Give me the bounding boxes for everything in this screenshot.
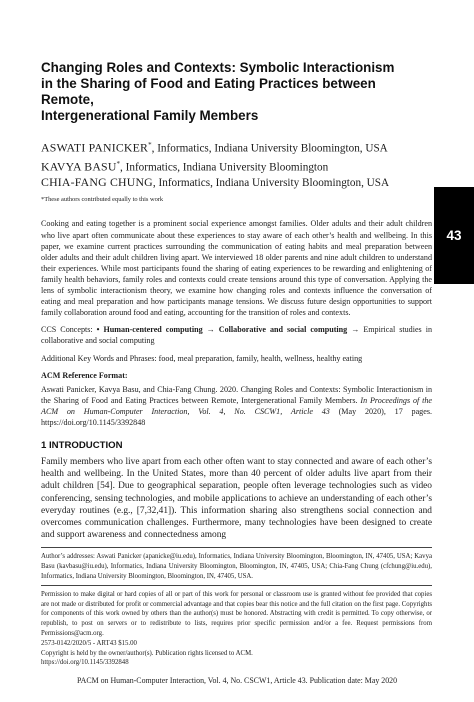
page-footer: PACM on Human-Computer Interaction, Vol. 4, No. CSCW1, Article 43. Publication date: May 2020 (76, 676, 398, 685)
author-affiliation: , Informatics, Indiana University Bloomington (120, 161, 329, 174)
title-line: Changing Roles and Contexts: Symbolic Interactionism (41, 60, 395, 75)
equal-contribution-mark: * (116, 159, 121, 168)
ccs-label: CCS Concepts: (41, 325, 97, 335)
author-name: CHIA-FANG CHUNG (41, 175, 153, 190)
introduction-text: Family members who live apart from each other often want to stay connected and aware of each other’s health and wellbeing. In the United States, more than 40 percent of older adults live apart from their adult children [54]. Due to geographical separation, people often leverage technologies such as video conferencing, sensing technologies, and mobile applications to achieve an understanding of each other’s everyday routines (e.g., [7,32,41]). This information sharing also strengthens social connection and overcomes communication challenges. Furthermore, many technologies have been designed to create and support awareness and connectedness among (41, 457, 432, 541)
author-affiliation: , Informatics, Indiana University Bloomington, USA (152, 177, 390, 190)
author-addresses: Author’s addresses: Aswati Panicker (apanicke@iu.edu), Informatics, Indiana University Bloomington, Bloomington, IN, 47405, USA; Kavya Basu (kavbasu@iu.edu), Informatics, Indiana University Bloomington, Bloomington, IN, 47405, USA; Chia-Fang Chung (cfchung@iu.edu), Informatics, Indiana University Bloomington, Bloomington, IN, 47405, USA. (41, 553, 432, 581)
title-line: in the Sharing of Food and Eating Practices between Remote, (41, 76, 376, 107)
article-number-tab (434, 187, 474, 284)
abstract: Cooking and eating together is a prominent social experience amongst families. Older adults and their adult children who live apart often communicate about these experiences to stay aware of each other’s health and wellbeing. In this paper, we examine current practices surrounding the communication of eating habits and meal preparation between older adults and their adult children living apart. We interviewed 18 older parents and nine adult children to understand their experiences. While most participants found the sharing of eating experiences to be rewarding and enlightening of family health behaviors, family roles and contexts could create tensions around this type of conversation. Applying the lens of symbolic interactionism theory, we examine how changing roles and contexts influence the conversation of eating and meal preparation and how participants manage tensions. We discuss future design opportunities to support family collaboration around food and eating, accounting for the transition of roles and contexts. (41, 219, 432, 318)
bullet-icon: • (96, 325, 100, 335)
author-name: ASWATI PANICKER (41, 140, 149, 155)
author-name: KAVYA BASU (41, 159, 117, 174)
reference-format (41, 384, 432, 428)
ccs-term: Empirical studies in collaborative and social computing (41, 325, 432, 346)
author-line (41, 175, 432, 191)
right-arrow-icon: → (351, 325, 360, 335)
author-line (41, 157, 432, 176)
keywords: Additional Key Words and Phrases: food, meal preparation, family, health, wellness, healthy eating (41, 353, 363, 363)
permission-notice (41, 590, 432, 668)
author-line (41, 138, 432, 157)
section-heading: 1 INTRODUCTION (41, 440, 123, 452)
paper-page (41, 60, 432, 668)
title-line: Intergenerational Family Members (41, 108, 259, 123)
article-number: 43 (446, 228, 462, 243)
author-affiliation: , Informatics, Indiana University Bloomington, USA (151, 142, 388, 155)
equal-contribution-mark: * (148, 141, 152, 149)
reference-tail: (May 2020), 17 pages. https://doi.org/10.1145/3392848 (41, 406, 432, 427)
reference-text: Aswati Panicker, Kavya Basu, and Chia-Fang Chung. 2020. Changing Roles and Contexts: Symbolic Interactionism in the Sharing of Food and Eating Practices between Remote, Intergenerational Family Members. (41, 384, 432, 405)
author-list (41, 138, 432, 204)
issn-line: 2573-0142/2020/5 - ART43 $15.00 (41, 639, 137, 647)
permission-text: Permission to make digital or hard copies of all or part of this work for personal or classroom use is granted without fee provided that copies are not made or distributed for profit or commercial advantage and that copies bear this notice and the full citation on the first page. Copyrights for components of this work owned by others than the author(s) must be honored. Abstracting with credit is permitted. To copy otherwise, or republish, to post on servers or to redistribute to lists, requires prior specific permission and/or a fee. Request permissions from Permissions@acm.org. (41, 590, 432, 638)
ccs-term: Collaborative and social computing (218, 325, 348, 335)
copyright-line: Copyright is held by the owner/author(s). Publication rights licensed to ACM. (41, 649, 253, 657)
ccs-concepts (41, 324, 432, 346)
right-arrow-icon: → (206, 325, 215, 335)
reference-venue: In Proceedings of the ACM on Human-Computer Interaction, Vol. 4, No. CSCW1, Article 43 (41, 395, 432, 416)
reference-format-heading: ACM Reference Format: (41, 370, 128, 380)
footnote-divider (41, 585, 432, 586)
footnote-divider (41, 547, 432, 548)
ccs-term: Human-centered computing (103, 325, 203, 335)
equal-contribution-note: *These authors contributed equally to this work (41, 196, 164, 204)
doi-line: https://doi.org/10.1145/3392848 (41, 659, 129, 667)
paper-title (41, 60, 432, 124)
